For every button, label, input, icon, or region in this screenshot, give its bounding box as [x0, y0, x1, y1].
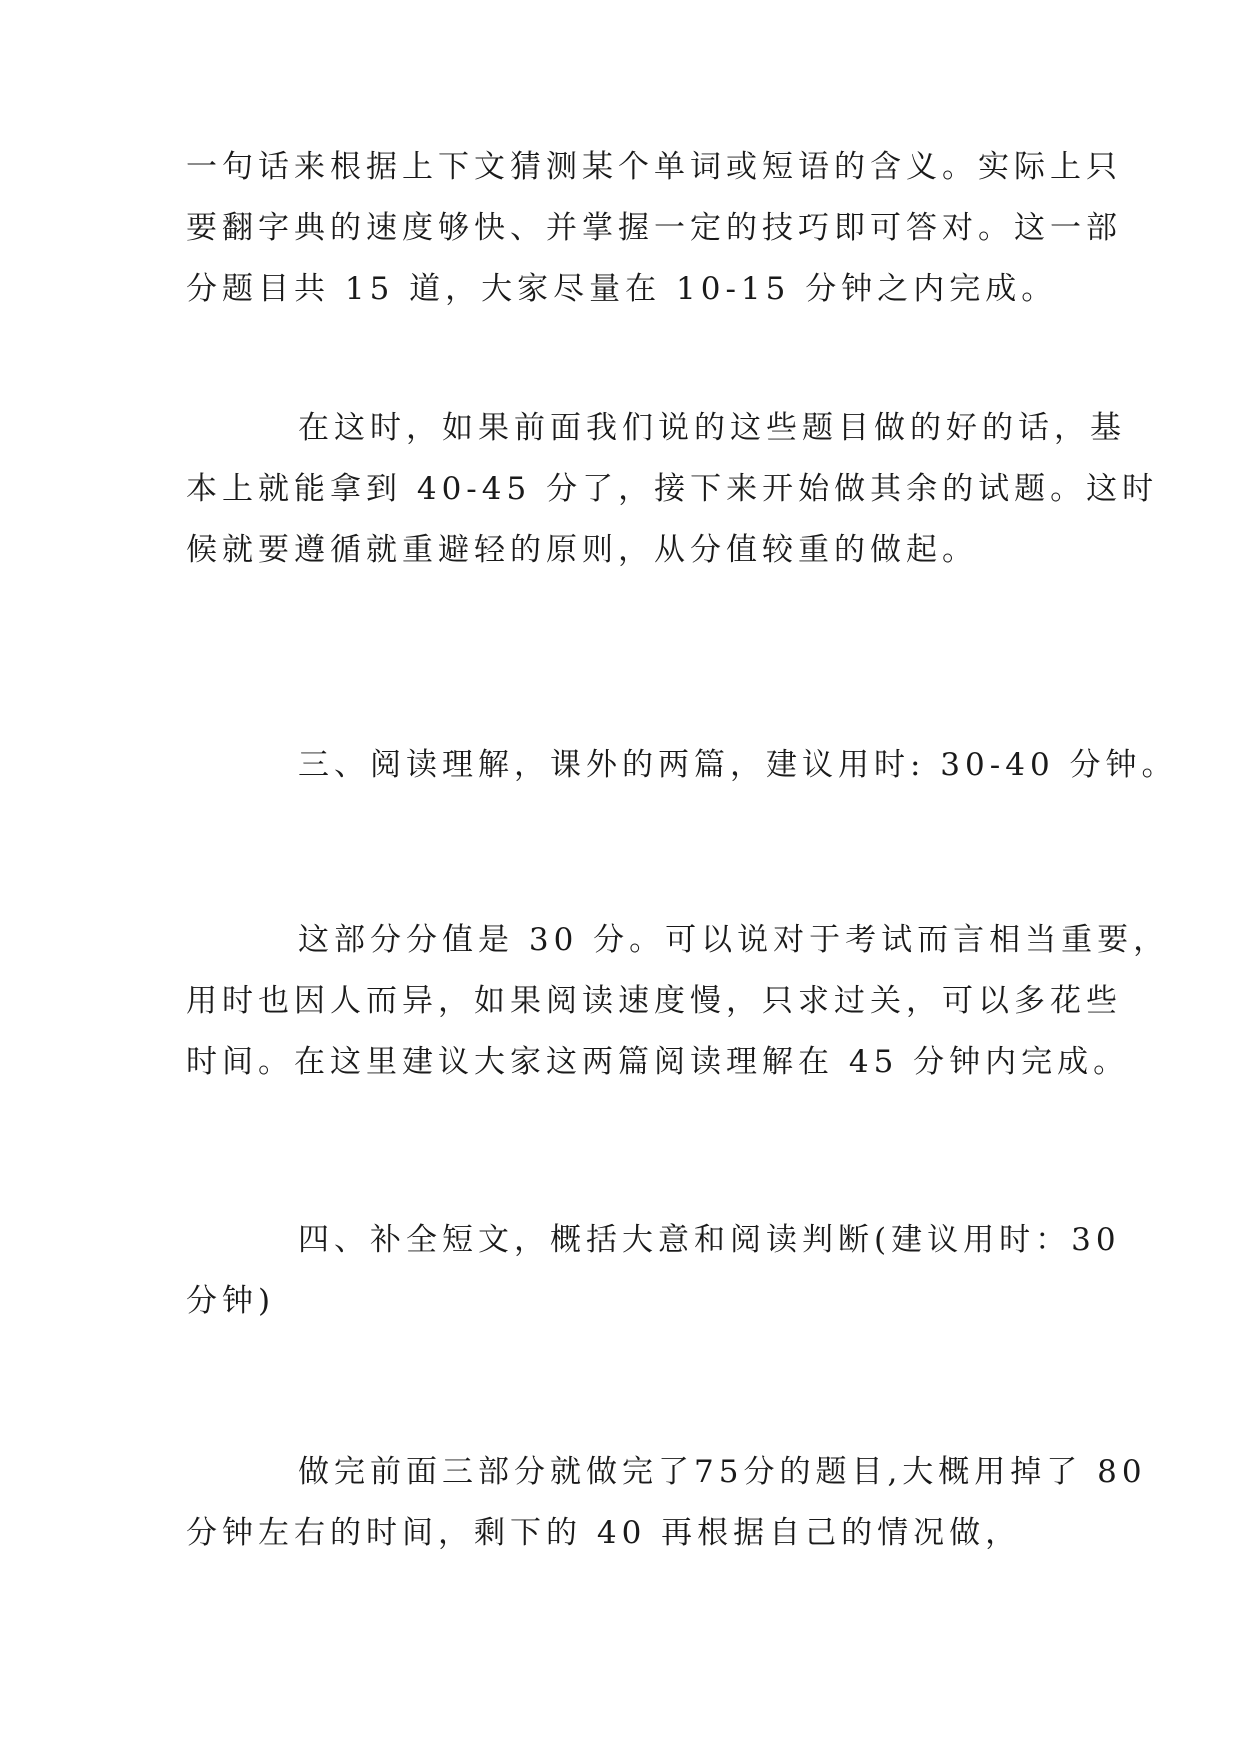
text-line: 本上就能拿到 40-45 分了，接下来开始做其余的试题。这时	[186, 471, 1159, 507]
text-line: 要翻字典的速度够快、并掌握一定的技巧即可答对。这一部	[186, 210, 1122, 246]
text-line: 候就要遵循就重避轻的原则，从分值较重的做起。	[186, 532, 978, 568]
text-line: 分题目共 15 道，大家尽量在 10-15 分钟之内完成。	[186, 271, 1058, 307]
paragraph-closing	[186, 1442, 1147, 1564]
text-line: 分钟)	[186, 1283, 276, 1319]
text-line: 在这时，如果前面我们说的这些题目做的好的话，基	[298, 410, 1126, 446]
text-line: 做完前面三部分就做完了75分的题目,大概用掉了 80	[298, 1454, 1147, 1490]
text-line: 时间。在这里建议大家这两篇阅读理解在 45 分钟内完成。	[186, 1044, 1130, 1080]
text-line: 分钟左右的时间，剩下的 40 再根据自己的情况做，	[186, 1515, 1022, 1551]
text-line: 三、阅读理解，课外的两篇，建议用时: 30-40 分钟。	[298, 747, 1178, 783]
paragraph-reading-details	[186, 910, 1170, 1093]
paragraph-continuation	[186, 137, 1122, 320]
text-line: 四、补全短文，概括大意和阅读判断(建议用时：30	[298, 1222, 1121, 1258]
section-heading-reading	[186, 735, 1178, 796]
text-line: 用时也因人而异，如果阅读速度慢，只求过关，可以多花些	[186, 983, 1122, 1019]
text-line: 这部分分值是 30 分。可以说对于考试而言相当重要，	[298, 922, 1170, 958]
section-heading-cloze	[186, 1210, 1121, 1332]
text-line: 一句话来根据上下文猜测某个单词或短语的含义。实际上只	[186, 149, 1122, 185]
paragraph-scoring-strategy	[186, 398, 1159, 581]
